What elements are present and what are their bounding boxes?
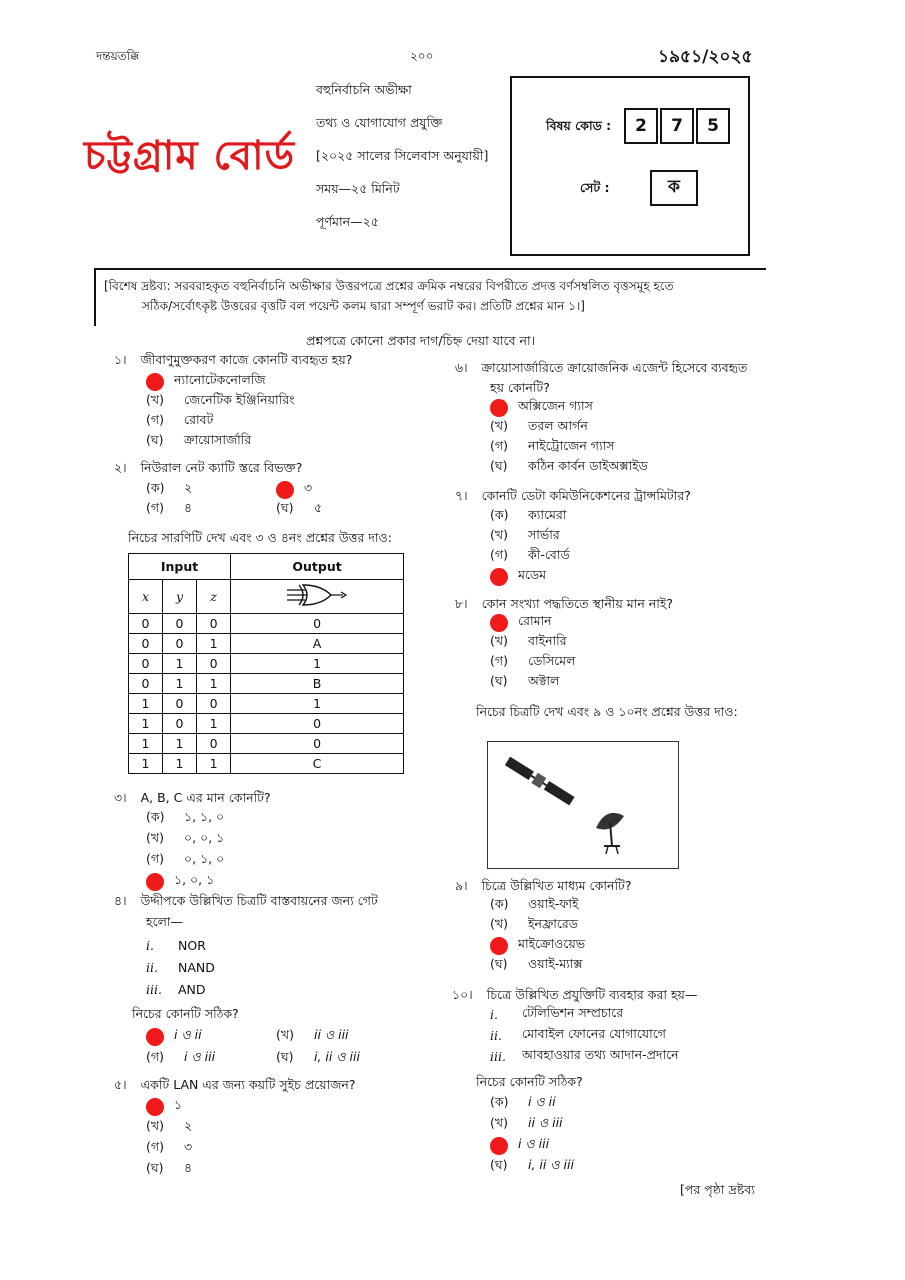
option-text: i ও iii — [518, 1135, 550, 1151]
option-ka[interactable] — [490, 896, 585, 916]
option-ga[interactable] — [490, 438, 648, 458]
option-text: সার্ভার — [528, 527, 560, 542]
statement — [146, 978, 215, 1000]
option-text: ৩ — [184, 1138, 193, 1154]
option-ka[interactable] — [146, 1096, 192, 1117]
special-note — [94, 268, 766, 326]
statement-text: টেলিভিশন সম্প্রচারে — [522, 1004, 624, 1020]
answer-mark — [490, 1137, 508, 1155]
question-text: কোন সংখ্যা পদ্ধতিতে স্থানীয় মান নাই? — [481, 596, 674, 611]
answer-mark — [490, 614, 508, 632]
input-cell: 0 — [129, 614, 163, 634]
microwave-figure — [487, 741, 679, 869]
statement — [490, 1025, 679, 1046]
answer-mark — [146, 1098, 164, 1116]
page-number: ২০০ — [410, 49, 434, 63]
question-2 — [114, 460, 302, 480]
option-text: মাইক্রোওয়েভ — [518, 936, 586, 951]
which-correct: নিচের কোনটি সঠিক? — [132, 1006, 239, 1021]
option-label: (ঘ) — [490, 673, 508, 688]
option-text: ১ — [174, 1096, 183, 1112]
exam-type: বহুনির্বাচনি অভীক্ষা — [316, 82, 412, 97]
statement-text: AND — [178, 981, 206, 997]
option-label: (খ) — [490, 418, 508, 433]
input-cell: 1 — [163, 734, 197, 754]
q7-options — [490, 507, 570, 587]
option-text: বাইনারি — [528, 633, 567, 648]
option-gha[interactable] — [276, 1048, 386, 1070]
output-cell: 0 — [231, 714, 404, 734]
option-text: ০, ০, ১ — [184, 829, 225, 845]
q10-statements — [490, 1004, 679, 1067]
q10-options — [490, 1093, 574, 1177]
truth-table-row — [129, 654, 404, 674]
option-kha[interactable] — [146, 829, 224, 850]
q6-options — [490, 398, 648, 478]
q2-options — [146, 480, 346, 520]
option-label: (গ) — [490, 438, 508, 453]
question-4 — [114, 893, 378, 913]
option-gha[interactable] — [490, 673, 575, 693]
input-cell: 0 — [163, 614, 197, 634]
question-text: উদ্দীপকে উল্লিখিত চিত্রটি বাস্তবায়নের জন্য গেট — [140, 893, 378, 908]
question-text-cont: হলো— — [146, 914, 184, 929]
input-cell: 0 — [163, 634, 197, 654]
answer-mark — [146, 373, 164, 391]
input-cell: 1 — [129, 734, 163, 754]
option-ka[interactable] — [490, 1093, 574, 1114]
option-label: (ক) — [490, 507, 509, 522]
xor-gate-symbol — [231, 580, 404, 614]
option-text: ১, ০, ১ — [174, 871, 215, 887]
roman-numeral: ii. — [490, 1028, 502, 1043]
col-x: x — [129, 580, 163, 614]
option-gha[interactable] — [146, 1159, 192, 1180]
option-ga[interactable] — [490, 653, 575, 673]
code-box — [510, 76, 750, 256]
option-ka[interactable] — [490, 613, 575, 633]
option-kha[interactable] — [146, 1117, 192, 1138]
option-text: রোমান — [518, 613, 552, 628]
note-line-1: [বিশেষ দ্রষ্টব্য: সরবরাহকৃত বহুনির্বাচনি অভীক্ষার উত্তরপত্রে প্রশ্নের ক্রমিক নম্বরের বিপরীতে প্রদত্ত বর্ণসম্বলিত বৃত্তসমূহ হতে — [104, 279, 674, 293]
statement-text: মোবাইল ফোনের যোগাযোগে — [522, 1025, 666, 1041]
option-gha[interactable] — [490, 567, 570, 587]
option-ga[interactable] — [490, 547, 570, 567]
option-ga[interactable] — [490, 936, 585, 956]
caution-text: প্রশ্নপত্রে কোনো প্রকার দাগ/চিহ্ন দেয়া যাবে না। — [306, 333, 536, 348]
input-cell: 1 — [163, 654, 197, 674]
option-label: (খ) — [490, 633, 508, 648]
set-value: ক — [650, 170, 698, 206]
question-number: ১। — [114, 352, 127, 367]
question-5 — [114, 1077, 356, 1097]
question-number: ৩। — [114, 790, 127, 805]
which-correct: নিচের কোনটি সঠিক? — [476, 1074, 583, 1089]
option-gha[interactable] — [146, 871, 224, 892]
option-text: ii ও iii — [314, 1027, 349, 1042]
output-cell: A — [231, 634, 404, 654]
option-label: (খ) — [490, 1114, 508, 1130]
input-cell: 1 — [163, 754, 197, 774]
option-kha[interactable] — [490, 1114, 574, 1135]
question-6 — [455, 360, 747, 380]
truth-table-row — [129, 714, 404, 734]
question-number: ৮। — [455, 596, 468, 611]
input-cell: 0 — [197, 694, 231, 714]
input-header: Input — [129, 554, 231, 580]
option-label: (ঘ) — [276, 1049, 294, 1064]
output-cell: B — [231, 674, 404, 694]
question-number: ১০। — [452, 987, 473, 1002]
option-text: ইনফ্রারেড — [528, 916, 578, 931]
col-y: y — [163, 580, 197, 614]
option-kha[interactable] — [146, 392, 294, 412]
option-ga[interactable] — [146, 500, 276, 520]
question-text: ক্রায়োসার্জারিতে ক্রায়োজনিক এজেন্ট হিসেবে ব্যবহৃত — [481, 360, 748, 375]
syllabus-note: [২০২৫ সালের সিলেবাস অনুযায়ী] — [316, 148, 489, 163]
option-label: (খ) — [146, 829, 164, 845]
statement — [490, 1004, 679, 1025]
option-label: (ক) — [490, 896, 509, 911]
option-text: ০, ১, ০ — [184, 850, 225, 866]
input-cell: 1 — [129, 754, 163, 774]
option-ka[interactable] — [146, 480, 276, 500]
input-cell: 0 — [197, 614, 231, 634]
option-text: ২ — [184, 1117, 193, 1133]
option-label: (ক) — [146, 480, 165, 495]
option-kha[interactable] — [490, 916, 585, 936]
exam-time: সময়—২৫ মিনিট — [316, 181, 400, 196]
option-kha[interactable] — [490, 633, 575, 653]
question-text: চিত্রে উল্লিখিত প্রযুক্তিটি ব্যবহার করা হয়— — [486, 987, 698, 1002]
board-title: চট্টগ্রাম বোর্ড — [84, 132, 296, 179]
truth-table-row — [129, 674, 404, 694]
note-line-2: সঠিক/সর্বোৎকৃষ্ট উত্তরের বৃত্তটি বল পয়েন্ট কলম দ্বারা সম্পূর্ণ ভরাট কর। প্রতিটি প্রশ্নের মান ১।] — [142, 299, 585, 313]
input-cell: 1 — [129, 694, 163, 714]
option-ka[interactable] — [490, 507, 570, 527]
option-text: নাইট্রোজেন গ্যাস — [528, 438, 615, 453]
table-intro: নিচের সারণিটি দেখ এবং ৩ ও ৪নং প্রশ্নের উত্তর দাও: — [128, 530, 392, 545]
input-cell: 0 — [129, 674, 163, 694]
statement-text: আবহাওয়ার তথ্য আদান-প্রদানে — [522, 1046, 679, 1062]
input-cell: 0 — [197, 654, 231, 674]
code-digit: 7 — [660, 108, 694, 144]
option-label: (ঘ) — [490, 458, 508, 473]
question-text: একটি LAN এর জন্য কয়টি সুইচ প্রয়োজন? — [140, 1077, 356, 1092]
option-text: ii ও iii — [528, 1114, 563, 1130]
answer-mark — [146, 1028, 164, 1046]
input-cell: 0 — [163, 714, 197, 734]
input-cell: 1 — [197, 714, 231, 734]
statement — [146, 956, 215, 978]
truth-table-row — [129, 754, 404, 774]
header-left-text: দন্তয়তক্কি — [96, 49, 139, 63]
question-number: ২। — [114, 460, 127, 475]
option-ka[interactable] — [490, 398, 648, 418]
input-cell: 0 — [129, 634, 163, 654]
option-text: ন্যানোটেকনোলজি — [174, 372, 266, 387]
input-cell: 1 — [197, 634, 231, 654]
option-text: তরল আর্গন — [528, 418, 588, 433]
option-label: (গ) — [146, 1049, 164, 1064]
option-text: অক্সিজেন গ্যাস — [518, 398, 593, 413]
roman-numeral: i. — [490, 1007, 498, 1022]
question-7 — [455, 488, 691, 508]
option-text: ওয়াই-ফাই — [528, 896, 579, 911]
dish-antenna-icon — [596, 813, 624, 854]
option-ka[interactable] — [146, 808, 224, 829]
output-cell: 1 — [231, 694, 404, 714]
option-text: কী-বোর্ড — [528, 547, 570, 562]
option-text: রোবট — [184, 412, 214, 427]
option-text: কঠিন কার্বন ডাইঅক্সাইড — [528, 458, 648, 473]
option-text: ৪ — [184, 500, 193, 515]
question-text: জীবাণুমুক্তকরণ কাজে কোনটি ব্যবহৃত হয়? — [140, 352, 353, 367]
option-label: (গ) — [146, 412, 164, 427]
next-page-note: [পর পৃষ্ঠা দ্রষ্টব্য — [680, 1182, 755, 1197]
statement — [490, 1046, 679, 1067]
option-label: (ঘ) — [146, 432, 164, 447]
xor-gate-icon — [285, 582, 349, 608]
answer-mark — [490, 568, 508, 586]
set-label: সেট : — [580, 180, 610, 195]
q5-options — [146, 1096, 192, 1180]
option-text: i, ii ও iii — [314, 1049, 360, 1064]
statement-text: NAND — [178, 959, 215, 975]
input-cell: 0 — [163, 694, 197, 714]
q1-options — [146, 372, 294, 452]
option-label: (খ) — [490, 916, 508, 931]
input-cell: 1 — [163, 674, 197, 694]
output-header: Output — [231, 554, 404, 580]
option-gha[interactable] — [146, 432, 294, 452]
option-ga[interactable] — [146, 850, 224, 871]
col-z: z — [197, 580, 231, 614]
option-label: (ঘ) — [490, 1156, 508, 1172]
question-number: ৯। — [455, 878, 468, 893]
question-text: A, B, C এর মান কোনটি? — [140, 790, 271, 805]
option-text: মডেম — [518, 567, 547, 582]
option-text: ১, ১, ০ — [184, 808, 225, 824]
q4-statements — [146, 934, 215, 1000]
option-gha[interactable] — [490, 458, 648, 478]
full-marks: পূর্ণমান—২৫ — [316, 214, 379, 229]
option-ka[interactable] — [146, 372, 294, 392]
option-text: ২ — [184, 480, 193, 495]
option-text: ৪ — [184, 1159, 193, 1175]
option-text: অক্টাল — [528, 673, 560, 688]
option-ga[interactable] — [146, 1138, 192, 1159]
option-text: ক্রায়োসার্জারি — [184, 432, 252, 447]
answer-mark — [146, 873, 164, 891]
option-label: (ঘ) — [146, 1159, 164, 1175]
question-text: কোনটি ডেটা কমিউনিকেশনের ট্রান্সমিটার? — [481, 488, 691, 503]
input-cell: 1 — [197, 674, 231, 694]
q3-options — [146, 808, 224, 892]
option-text: ওয়াই-ম্যাক্স — [528, 956, 583, 971]
question-3 — [114, 790, 271, 810]
roman-numeral: iii. — [490, 1049, 506, 1064]
exam-info — [316, 82, 488, 247]
option-text: ৫ — [314, 500, 323, 515]
option-kha[interactable] — [490, 418, 648, 438]
option-gha[interactable] — [490, 956, 585, 976]
output-cell: C — [231, 754, 404, 774]
code-digit: 2 — [624, 108, 658, 144]
option-text: i ও ii — [528, 1093, 556, 1109]
input-cell: 0 — [129, 654, 163, 674]
output-cell: 0 — [231, 614, 404, 634]
question-number: ৬। — [455, 360, 468, 375]
roman-numeral: iii. — [146, 981, 162, 997]
option-label: (গ) — [146, 850, 164, 866]
option-ga[interactable] — [146, 1048, 276, 1070]
question-1 — [114, 352, 352, 372]
satellite-icon — [488, 742, 678, 868]
truth-table-row — [129, 734, 404, 754]
option-kha[interactable] — [490, 527, 570, 547]
question-number: ৭। — [455, 488, 468, 503]
input-cell: 1 — [197, 754, 231, 774]
answer-mark — [490, 937, 508, 955]
output-cell: 1 — [231, 654, 404, 674]
output-cell: 0 — [231, 734, 404, 754]
truth-table-row — [129, 614, 404, 634]
roman-numeral: i. — [146, 937, 154, 953]
option-text: i, ii ও iii — [528, 1156, 574, 1172]
subject-code-label: বিষয় কোড : — [546, 118, 612, 133]
option-label: (ক) — [490, 1093, 509, 1109]
option-text: ডেসিমেল — [528, 653, 576, 668]
option-ka[interactable] — [146, 1026, 276, 1048]
figure-intro: নিচের চিত্রটি দেখ এবং ৯ ও ১০নং প্রশ্নের উত্তর দাও: — [476, 704, 738, 719]
code-digit: 5 — [696, 108, 730, 144]
statement — [146, 934, 215, 956]
question-text: নিউরাল নেট ক্যাটি স্তরে বিভক্ত? — [140, 460, 303, 475]
statement-text: NOR — [178, 937, 206, 953]
option-kha[interactable] — [276, 480, 346, 500]
q9-options — [490, 896, 585, 976]
question-number: ৪। — [114, 893, 127, 908]
option-label: (খ) — [490, 527, 508, 542]
option-label: (গ) — [146, 1138, 164, 1154]
option-label: (খ) — [146, 1117, 164, 1133]
truth-table-row — [129, 634, 404, 654]
option-label: (গ) — [146, 500, 164, 515]
answer-mark — [490, 399, 508, 417]
option-kha[interactable] — [276, 1026, 386, 1048]
question-text-cont: হয় কোনটি? — [490, 380, 550, 395]
option-label: (খ) — [146, 392, 164, 407]
option-label: (ঘ) — [490, 956, 508, 971]
subject-name: তথ্য ও যোগাযোগ প্রযুক্তি — [316, 115, 443, 130]
truth-table — [128, 553, 404, 774]
input-cell: 1 — [129, 714, 163, 734]
option-gha[interactable] — [490, 1156, 574, 1177]
option-text: i ও iii — [184, 1049, 216, 1064]
option-ga[interactable] — [490, 1135, 574, 1156]
option-text: ক্যামেরা — [528, 507, 567, 522]
option-text: ৩ — [304, 480, 313, 495]
option-text: i ও ii — [174, 1027, 202, 1042]
option-label: (গ) — [490, 653, 508, 668]
input-cell: 0 — [197, 734, 231, 754]
question-number: ৫। — [114, 1077, 127, 1092]
option-ga[interactable] — [146, 412, 294, 432]
q8-options — [490, 613, 575, 693]
roman-numeral: ii. — [146, 959, 158, 975]
option-label: (খ) — [276, 1027, 294, 1042]
question-text: চিত্রে উল্লিখিত মাধ্যম কোনটি? — [481, 878, 632, 893]
option-label: (গ) — [490, 547, 508, 562]
option-text: জেনেটিক ইঞ্জিনিয়ারিং — [184, 392, 295, 407]
question-9 — [455, 878, 631, 898]
option-gha[interactable] — [276, 500, 346, 520]
subject-code-digits — [624, 108, 730, 144]
option-label: (ঘ) — [276, 500, 294, 515]
answer-mark — [276, 481, 294, 499]
option-label: (ক) — [146, 808, 165, 824]
paper-code: ১৯৫১/২০২৫ — [658, 47, 753, 67]
q4-options — [146, 1026, 386, 1070]
truth-table-row — [129, 694, 404, 714]
